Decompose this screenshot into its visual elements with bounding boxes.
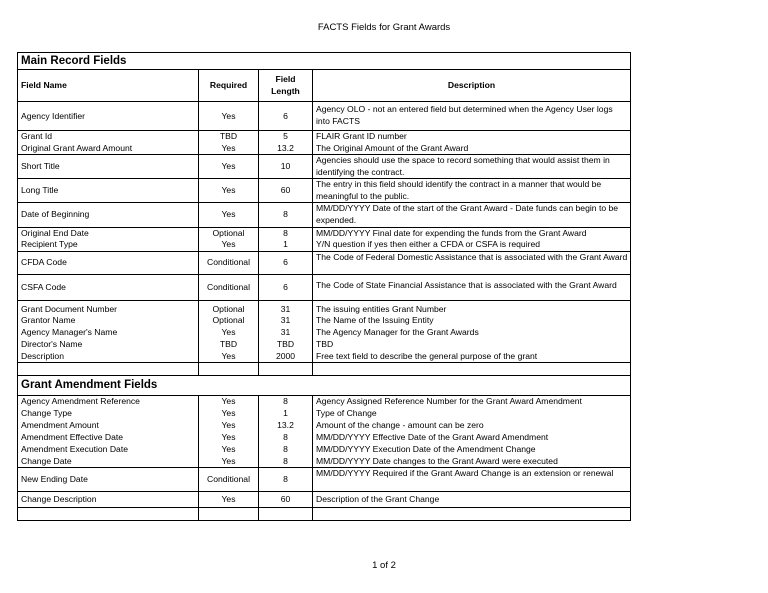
amend-section-header [18,376,631,396]
length-cell: 6 [259,251,313,274]
table-row [18,408,631,420]
field-name-cell: Agency Identifier [18,102,199,131]
length-cell: 31 [259,300,313,315]
table-row [18,396,631,408]
table-row [18,143,631,155]
required-cell: Conditional [199,251,259,274]
main-section-title: Main Record Fields [18,53,631,70]
length-cell: 8 [259,444,313,456]
length-cell: 8 [259,203,313,227]
field-name-cell: Change Type [18,408,199,420]
description-cell: MM/DD/YYYY Final date for expending the funds from the Grant Award [313,227,631,239]
description-cell: MM/DD/YYYY Execution Date of the Amendment Change [313,444,631,456]
table-row [18,155,631,179]
field-name-cell: CSFA Code [18,274,199,300]
length-cell: 2000 [259,351,313,363]
required-cell: Yes [199,420,259,432]
table-row [18,420,631,432]
required-cell: Optional [199,300,259,315]
table-row [18,251,631,274]
table-row [18,203,631,227]
description-cell: MM/DD/YYYY Date of the start of the Grant Award - Date funds can begin to be expended. [313,203,631,227]
field-name-cell: Grant Id [18,131,199,143]
field-name-cell: Change Date [18,456,199,468]
table-row [18,179,631,203]
description-cell: MM/DD/YYYY Required if the Grant Award Change is an extension or renewal [313,468,631,492]
length-cell: 1 [259,408,313,420]
length-cell: 8 [259,468,313,492]
required-cell: Yes [199,143,259,155]
required-cell: TBD [199,339,259,351]
description-cell: The issuing entities Grant Number [313,300,631,315]
table-row [18,444,631,456]
table-row [18,274,631,300]
required-cell: Yes [199,408,259,420]
table-row [18,227,631,239]
required-cell: Yes [199,432,259,444]
field-name-cell: Date of Beginning [18,203,199,227]
field-name-cell: Amendment Execution Date [18,444,199,456]
description-cell: The Code of Federal Domestic Assistance that is associated with the Grant Award [313,251,631,274]
field-name-cell: Long Title [18,179,199,203]
description-cell: FLAIR Grant ID number [313,131,631,143]
facts-table [17,52,631,521]
table-row [18,468,631,492]
col-header-field-name: Field Name [18,70,199,102]
length-cell: 8 [259,227,313,239]
table-row [18,315,631,327]
field-name-cell: Recipient Type [18,239,199,251]
description-cell: Free text field to describe the general purpose of the grant [313,351,631,363]
description-cell: Agency Assigned Reference Number for the Grant Award Amendment [313,396,631,408]
spacer-row [18,508,631,521]
field-name-cell: Change Description [18,492,199,508]
length-cell: 8 [259,396,313,408]
field-name-cell: Amendment Effective Date [18,432,199,444]
length-cell: 13.2 [259,143,313,155]
length-cell: 8 [259,456,313,468]
table-row [18,239,631,251]
required-cell: Yes [199,396,259,408]
field-name-cell: New Ending Date [18,468,199,492]
description-cell: The Original Amount of the Grant Award [313,143,631,155]
field-name-cell: Grant Document Number [18,300,199,315]
table-row [18,300,631,315]
required-cell: Optional [199,227,259,239]
length-cell: 31 [259,315,313,327]
required-cell: Conditional [199,274,259,300]
length-cell: 60 [259,492,313,508]
field-name-cell: Original Grant Award Amount [18,143,199,155]
required-cell: Yes [199,351,259,363]
required-cell: Yes [199,102,259,131]
required-cell: Yes [199,179,259,203]
length-cell: 10 [259,155,313,179]
main-section-header [18,53,631,70]
description-cell: Y/N question if yes then either a CFDA or CSFA is required [313,239,631,251]
amend-section-title: Grant Amendment Fields [18,376,631,396]
table-row [18,432,631,444]
col-header-field-length: Field Length [259,70,313,102]
field-name-cell: CFDA Code [18,251,199,274]
spacer-row [18,363,631,376]
description-cell: Type of Change [313,408,631,420]
required-cell: Yes [199,239,259,251]
required-cell: Yes [199,203,259,227]
required-cell: Yes [199,155,259,179]
required-cell: Optional [199,315,259,327]
field-name-cell: Description [18,351,199,363]
length-cell: 60 [259,179,313,203]
table-row [18,327,631,339]
table-row [18,456,631,468]
length-cell: 1 [259,239,313,251]
required-cell: Yes [199,456,259,468]
description-cell: The Code of State Financial Assistance that is associated with the Grant Award [313,274,631,300]
length-cell: 5 [259,131,313,143]
required-cell: Yes [199,327,259,339]
table-row [18,131,631,143]
column-header-row [18,70,631,102]
description-cell: MM/DD/YYYY Date changes to the Grant Award were executed [313,456,631,468]
required-cell: TBD [199,131,259,143]
length-cell: 13.2 [259,420,313,432]
col-header-description: Description [313,70,631,102]
description-cell: The entry in this field should identify the contract in a manner that would be meaningful to the public. [313,179,631,203]
table-row [18,339,631,351]
page-header: FACTS Fields for Grant Awards [317,22,451,33]
length-cell: 31 [259,327,313,339]
required-cell: Yes [199,492,259,508]
description-cell: MM/DD/YYYY Effective Date of the Grant Award Amendment [313,432,631,444]
table-row [18,102,631,131]
description-cell: Agencies should use the space to record something that would assist them in identifying the contract. [313,155,631,179]
length-cell: TBD [259,339,313,351]
field-name-cell: Grantor Name [18,315,199,327]
description-cell: Description of the Grant Change [313,492,631,508]
field-name-cell: Original End Date [18,227,199,239]
length-cell: 6 [259,274,313,300]
length-cell: 6 [259,102,313,131]
description-cell: Agency OLO - not an entered field but determined when the Agency User logs into FACTS [313,102,631,131]
field-name-cell: Director's Name [18,339,199,351]
description-cell: Amount of the change - amount can be zero [313,420,631,432]
field-name-cell: Amendment Amount [18,420,199,432]
field-name-cell: Agency Manager's Name [18,327,199,339]
description-cell: The Agency Manager for the Grant Awards [313,327,631,339]
description-cell: The Name of the Issuing Entity [313,315,631,327]
length-cell: 8 [259,432,313,444]
table-row [18,492,631,508]
required-cell: Conditional [199,468,259,492]
required-cell: Yes [199,444,259,456]
description-cell: TBD [313,339,631,351]
field-name-cell: Agency Amendment Reference [18,396,199,408]
table-row [18,351,631,363]
page-number: 1 of 2 [372,560,396,571]
field-name-cell: Short Title [18,155,199,179]
col-header-required: Required [199,70,259,102]
